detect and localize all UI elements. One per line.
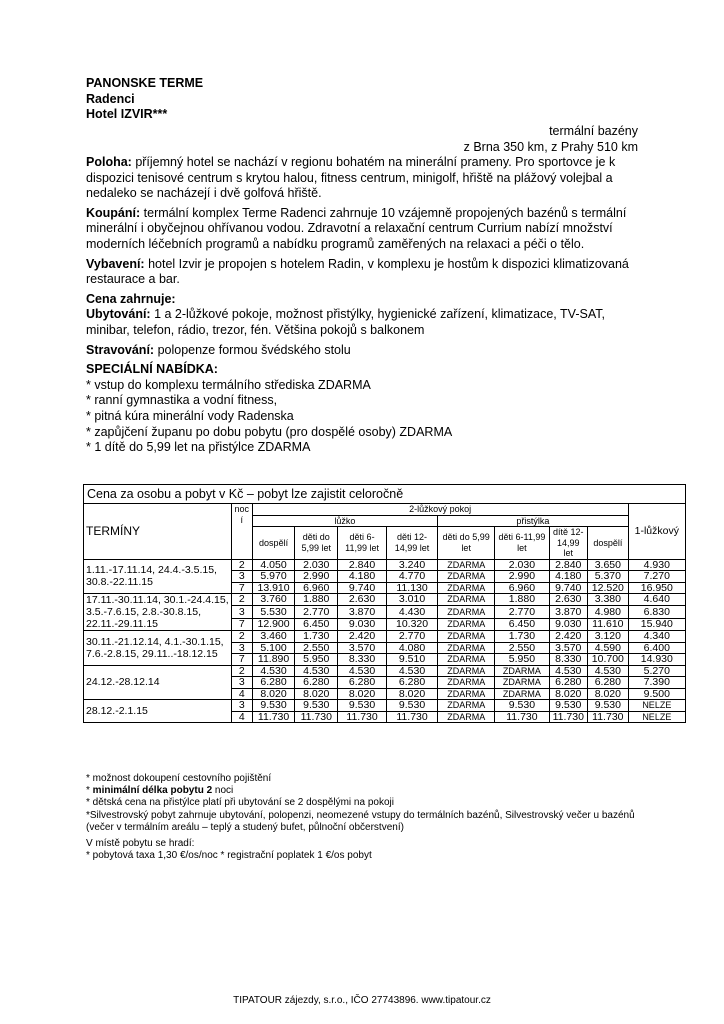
- sub-header: děti do 5,99 let: [295, 527, 338, 560]
- ubytovani-text: 1 a 2-lůžkové pokoje, možnost přistýlky, hygienické zařízení, klimatizace, TV-SAT, minibar, telefon, rádio, trezor, fén. Většina pokojů s balkonem: [86, 307, 605, 337]
- price-cell: ZDARMA: [438, 606, 495, 618]
- note-local-fees-title: V místě pobytu se hradí:: [86, 838, 195, 850]
- price-cell: 11.730: [295, 711, 338, 723]
- special-item: * 1 dítě do 5,99 let na přistýlce ZDARMA: [86, 440, 311, 455]
- note-min-stay-bold: minimální délka pobytu 2: [92, 785, 213, 797]
- special-item: * pitná kúra minerální vody Radenska: [86, 408, 294, 423]
- price-cell: 3.570: [338, 642, 387, 654]
- price-cell: 1.730: [495, 631, 549, 643]
- distance-label: z Brna 350 km, z Prahy 510 km: [463, 139, 638, 154]
- special-item: * vstup do komplexu termálního střediska ZDARMA: [86, 377, 371, 392]
- hotel-name: Hotel IZVIR***: [86, 107, 168, 121]
- price-cell: NELZE: [628, 700, 685, 712]
- price-cell: 11.730: [549, 711, 588, 723]
- price-cell: 7.390: [628, 677, 685, 689]
- stravovani-label: Stravování:: [86, 342, 155, 357]
- section-vybaveni: [86, 257, 638, 288]
- note-local-fees: * pobytová taxa 1,30 €/os/noc * registrační poplatek 1 €/os pobyt: [86, 850, 372, 862]
- section-poloha: [86, 155, 638, 202]
- section-koupani: [86, 206, 638, 253]
- price-cell: 9.530: [338, 700, 387, 712]
- nights-cell: 3: [231, 700, 252, 712]
- sub-header: dospělí: [588, 527, 629, 560]
- price-cell: 1.880: [295, 594, 338, 606]
- price-cell: 4.530: [295, 665, 338, 677]
- price-cell: 8.330: [338, 654, 387, 666]
- price-cell: 5.370: [588, 571, 629, 583]
- price-cell: 6.280: [588, 677, 629, 689]
- sub-header: děti 12-14,99 let: [387, 527, 438, 560]
- price-cell: ZDARMA: [438, 642, 495, 654]
- price-cell: 11.730: [252, 711, 295, 723]
- pools-label: termální bazény: [549, 124, 638, 138]
- price-cell: 2.420: [549, 631, 588, 643]
- nights-cell: 7: [231, 582, 252, 594]
- price-cell: 4.530: [252, 665, 295, 677]
- price-cell: NELZE: [628, 711, 685, 723]
- price-cell: 9.530: [252, 700, 295, 712]
- nights-cell: 7: [231, 654, 252, 666]
- price-cell: 5.530: [252, 606, 295, 618]
- document-header: [86, 76, 203, 123]
- nights-cell: 2: [231, 594, 252, 606]
- term-cell: 24.12.-28.12.14: [84, 665, 232, 700]
- price-cell: 6.280: [387, 677, 438, 689]
- price-cell: ZDARMA: [438, 559, 495, 571]
- ubytovani-label: Ubytování:: [86, 307, 151, 322]
- nights-cell: 3: [231, 571, 252, 583]
- sub-header: děti 6-11,99 let: [338, 527, 387, 560]
- price-cell: 2.420: [338, 631, 387, 643]
- price-cell: 6.400: [628, 642, 685, 654]
- price-cell: 9.500: [628, 688, 685, 700]
- price-row: [84, 700, 686, 712]
- price-row: [84, 594, 686, 606]
- price-cell: 16.950: [628, 582, 685, 594]
- price-cell: ZDARMA: [438, 618, 495, 630]
- price-cell: 4.640: [628, 594, 685, 606]
- special-item: * ranní gymnastika a vodní fitness,: [86, 393, 278, 408]
- price-cell: 4.050: [252, 559, 295, 571]
- nights-header: noc í: [231, 504, 252, 560]
- terms-header: TERMÍNY: [84, 504, 232, 560]
- price-row: [84, 631, 686, 643]
- price-cell: 2.030: [295, 559, 338, 571]
- price-cell: 3.870: [338, 606, 387, 618]
- poloha-label: Poloha:: [86, 155, 132, 169]
- sub-header: děti do 5,99 let: [438, 527, 495, 560]
- price-cell: ZDARMA: [438, 665, 495, 677]
- price-cell: 2.770: [295, 606, 338, 618]
- distance-info: [464, 124, 638, 155]
- description: [86, 155, 638, 456]
- price-cell: 2.840: [549, 559, 588, 571]
- price-cell: 3.460: [252, 631, 295, 643]
- price-cell: ZDARMA: [495, 677, 549, 689]
- price-cell: 4.770: [387, 571, 438, 583]
- price-cell: 8.330: [549, 654, 588, 666]
- price-cell: 11.730: [338, 711, 387, 723]
- price-row: [84, 559, 686, 571]
- cena-label: Cena zahrnuje:: [86, 291, 176, 306]
- price-cell: 2.770: [387, 631, 438, 643]
- price-cell: 9.530: [549, 700, 588, 712]
- price-cell: ZDARMA: [438, 594, 495, 606]
- price-cell: 4.530: [387, 665, 438, 677]
- section-ubytovani: [86, 307, 638, 338]
- price-cell: 9.740: [338, 582, 387, 594]
- price-cell: 4.530: [338, 665, 387, 677]
- price-cell: 3.380: [588, 594, 629, 606]
- price-cell: 6.450: [495, 618, 549, 630]
- price-cell: 4.930: [628, 559, 685, 571]
- price-cell: 2.550: [495, 642, 549, 654]
- sub-header: děti 6-11,99 let: [495, 527, 549, 560]
- price-cell: 6.960: [295, 582, 338, 594]
- price-cell: 14.930: [628, 654, 685, 666]
- price-cell: ZDARMA: [495, 665, 549, 677]
- single-room-header: 1-lůžkový: [628, 504, 685, 560]
- note-silvester: *Silvestrovský pobyt zahrnuje ubytování, polopenzi, neomezené vstupy do termálních bazénů, Silvestrovský večer u bazénů (večer v termálním areálu – teplý a studený bufet, půlnoční občerstvení): [86, 809, 635, 833]
- price-cell: 9.530: [295, 700, 338, 712]
- price-cell: 3.870: [549, 606, 588, 618]
- price-cell: 13.910: [252, 582, 295, 594]
- note-min-stay: [86, 785, 646, 797]
- price-cell: 5.950: [495, 654, 549, 666]
- term-cell: 1.11.-17.11.14, 24.4.-3.5.15, 30.8.-22.11.15: [84, 559, 232, 594]
- price-cell: 5.950: [295, 654, 338, 666]
- price-cell: 3.760: [252, 594, 295, 606]
- term-cell: 28.12.-2.1.15: [84, 700, 232, 723]
- price-cell: 6.450: [295, 618, 338, 630]
- price-cell: 6.280: [295, 677, 338, 689]
- nights-cell: 2: [231, 665, 252, 677]
- price-cell: 11.130: [387, 582, 438, 594]
- price-cell: 4.980: [588, 606, 629, 618]
- price-cell: 2.990: [495, 571, 549, 583]
- vybaveni-label: Vybavení:: [86, 256, 145, 271]
- price-cell: 6.280: [252, 677, 295, 689]
- price-cell: 9.530: [387, 700, 438, 712]
- price-cell: 4.180: [338, 571, 387, 583]
- price-cell: ZDARMA: [438, 688, 495, 700]
- price-cell: ZDARMA: [438, 571, 495, 583]
- price-cell: 3.010: [387, 594, 438, 606]
- extra-bed-header: přistýlka: [438, 515, 629, 527]
- price-cell: ZDARMA: [438, 711, 495, 723]
- section-stravovani: [86, 343, 638, 359]
- poloha-text: příjemný hotel se nachází v regionu bohatém na minerální prameny. Pro sportovce je k dispozici tenisové centrum s krytou halou, fitness centrum, minigolf, hřiště na plážový volejbal a nedaleko se nacházejí i dvě golfová hřiště.: [86, 155, 616, 201]
- price-cell: 5.970: [252, 571, 295, 583]
- stravovani-text: polopenze formou švédského stolu: [154, 342, 351, 357]
- price-cell: 3.120: [588, 631, 629, 643]
- price-cell: 4.590: [588, 642, 629, 654]
- price-cell: 2.990: [295, 571, 338, 583]
- price-cell: 3.650: [588, 559, 629, 571]
- price-cell: ZDARMA: [438, 700, 495, 712]
- sub-header: dospělí: [252, 527, 295, 560]
- price-cell: 1.730: [295, 631, 338, 643]
- price-cell: 9.530: [495, 700, 549, 712]
- price-cell: 11.730: [495, 711, 549, 723]
- nights-cell: 3: [231, 606, 252, 618]
- price-cell: 4.530: [588, 665, 629, 677]
- special-item: * zapůjčení županu po dobu pobytu (pro dospělé osoby) ZDARMA: [86, 424, 453, 439]
- bed-header: lůžko: [252, 515, 437, 527]
- koupani-label: Koupání:: [86, 205, 141, 220]
- nights-cell: 7: [231, 618, 252, 630]
- price-cell: 2.550: [295, 642, 338, 654]
- town-name: Radenci: [86, 91, 135, 106]
- double-room-header: 2-lůžkový pokoj: [252, 504, 628, 516]
- price-cell: 6.280: [338, 677, 387, 689]
- nights-cell: 2: [231, 559, 252, 571]
- nights-cell: 3: [231, 642, 252, 654]
- term-cell: 30.11.-21.12.14, 4.1.-30.1.15, 7.6.-2.8.15, 29.11..-18.12.15: [84, 631, 232, 666]
- price-cell: 3.240: [387, 559, 438, 571]
- price-cell: 6.280: [549, 677, 588, 689]
- note-insurance: * možnost dokoupení cestovního pojištění: [86, 773, 272, 784]
- price-table: [83, 484, 686, 723]
- nights-cell: 4: [231, 688, 252, 700]
- koupani-text: termální komplex Terme Radenci zahrnuje 10 vzájemně propojených bazénů s termální minerální i obyčejnou ohřívanou vodou. Zdravotní a relaxační centrum Currium nabízí množství moderních léčebních programů a nabídku programů zaměřených na relaxaci a péči o tělo.: [86, 205, 627, 251]
- note-min-stay-suffix: noci: [212, 785, 234, 797]
- price-cell: 12.900: [252, 618, 295, 630]
- price-cell: 8.020: [338, 688, 387, 700]
- special-offer-list: [86, 378, 638, 456]
- special-offer-title: SPECIÁLNÍ NABÍDKA:: [86, 362, 218, 377]
- price-cell: 1.880: [495, 594, 549, 606]
- price-cell: 15.940: [628, 618, 685, 630]
- term-cell: 17.11.-30.11.14, 30.1.-24.4.15, 3.5.-7.6.15, 2.8.-30.8.15, 22.11.-29.11.15: [84, 594, 232, 631]
- price-cell: ZDARMA: [438, 582, 495, 594]
- resort-name: PANONSKE TERME: [86, 76, 204, 90]
- price-cell: 9.030: [338, 618, 387, 630]
- price-cell: 9.740: [549, 582, 588, 594]
- nights-cell: 2: [231, 631, 252, 643]
- sub-header: dítě 12-14,99 let: [549, 527, 588, 560]
- price-cell: 4.080: [387, 642, 438, 654]
- price-cell: 8.020: [549, 688, 588, 700]
- price-cell: 10.700: [588, 654, 629, 666]
- price-cell: 2.840: [338, 559, 387, 571]
- price-cell: 2.630: [549, 594, 588, 606]
- price-cell: ZDARMA: [438, 677, 495, 689]
- price-cell: 11.730: [387, 711, 438, 723]
- price-cell: 7.270: [628, 571, 685, 583]
- price-cell: 2.770: [495, 606, 549, 618]
- price-cell: 4.430: [387, 606, 438, 618]
- price-cell: 6.960: [495, 582, 549, 594]
- price-cell: 12.520: [588, 582, 629, 594]
- price-cell: 4.180: [549, 571, 588, 583]
- price-cell: ZDARMA: [495, 688, 549, 700]
- price-cell: 3.570: [549, 642, 588, 654]
- notes: [86, 773, 646, 862]
- price-table-caption: Cena za osobu a pobyt v Kč – pobyt lze zajistit celoročně: [84, 485, 686, 504]
- price-cell: 11.730: [588, 711, 629, 723]
- price-cell: 8.020: [252, 688, 295, 700]
- vybaveni-text: hotel Izvir je propojen s hotelem Radin, v komplexu je hostům k dispozici klimatizovaná restaurace a bar.: [86, 256, 629, 287]
- price-cell: ZDARMA: [438, 654, 495, 666]
- price-cell: 5.100: [252, 642, 295, 654]
- price-cell: 9.510: [387, 654, 438, 666]
- price-cell: 9.030: [549, 618, 588, 630]
- price-cell: 4.530: [549, 665, 588, 677]
- price-cell: 8.020: [295, 688, 338, 700]
- price-cell: ZDARMA: [438, 631, 495, 643]
- price-cell: 8.020: [387, 688, 438, 700]
- page-footer: TIPATOUR zájezdy, s.r.o., IČO 27743896. www.tipatour.cz: [233, 995, 491, 1006]
- note-child-price: * dětská cena na přistýlce platí při ubytování se 2 dospělými na pokoji: [86, 797, 394, 809]
- price-cell: 8.020: [588, 688, 629, 700]
- price-cell: 10.320: [387, 618, 438, 630]
- price-cell: 2.630: [338, 594, 387, 606]
- section-cena: [86, 292, 638, 308]
- price-cell: 4.340: [628, 631, 685, 643]
- note-min-stay-prefix: *: [86, 785, 93, 797]
- price-row: [84, 665, 686, 677]
- price-cell: 5.270: [628, 665, 685, 677]
- nights-cell: 4: [231, 711, 252, 723]
- price-cell: 2.030: [495, 559, 549, 571]
- price-cell: 6.830: [628, 606, 685, 618]
- price-cell: 9.530: [588, 700, 629, 712]
- price-cell: 11.890: [252, 654, 295, 666]
- nights-cell: 3: [231, 677, 252, 689]
- price-cell: 11.610: [588, 618, 629, 630]
